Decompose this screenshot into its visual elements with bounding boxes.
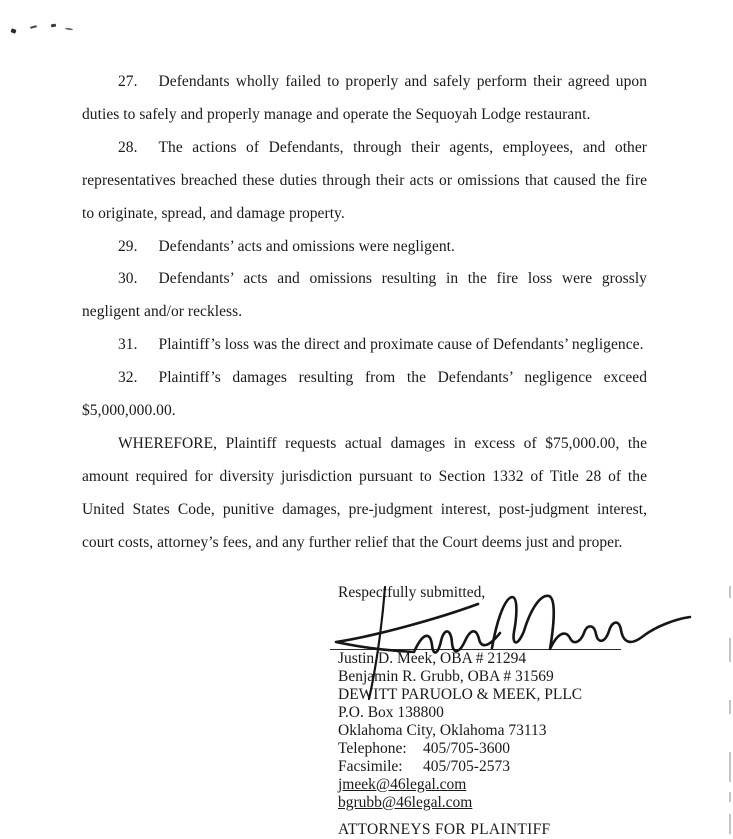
paragraph-28 xyxy=(82,132,647,231)
telephone-number: 405/705-3600 xyxy=(423,740,510,757)
scan-speck xyxy=(51,24,56,28)
scan-edge-artifact xyxy=(729,638,731,662)
paragraph-31 xyxy=(82,329,647,362)
scan-edge-artifact xyxy=(729,586,731,598)
facsimile-number: 405/705-2573 xyxy=(423,758,510,775)
city-state-zip-line: Oklahoma City, Oklahoma 73113 xyxy=(338,722,547,739)
paragraph-text: The actions of Defendants, through their agents, employees, and other representatives breached these duties through their acts or omissions that caused the fire to originate, spread, and damage property. xyxy=(82,138,647,222)
email-address-2: bgrubb@46legal.com xyxy=(338,794,473,811)
scan-edge-artifact xyxy=(729,792,731,802)
paragraph-text: Defendants wholly failed to properly and safely perform their agreed upon duties to safely and properly manage and operate the Sequoyah Lodge restaurant. xyxy=(82,73,647,123)
signature-space xyxy=(338,602,678,650)
signature-line xyxy=(330,649,621,650)
telephone-line xyxy=(338,740,678,758)
wherefore-clause: WHEREFORE, Plaintiff requests actual damages in excess of $75,000.00, the amount required for diversity jurisdiction pursuant to Section 1332 of Title 28 of the United States Code, punitive damages, pre-judgment interest, post-judgment interest, court costs, attorney’s fees, and any further relief that the Court deems just and proper. xyxy=(82,434,647,551)
attorney-name-1: Justin D. Meek, OBA # 21294 xyxy=(338,650,527,667)
paragraph-number: 29. xyxy=(118,237,138,255)
scan-edge-artifact xyxy=(729,752,731,782)
paragraph-text: Plaintiff’s damages resulting from the Defendants’ negligence exceed $5,000,000.00. xyxy=(82,369,647,420)
document-body xyxy=(82,66,647,560)
signature-block xyxy=(338,584,678,839)
email-address-1: jmeek@46legal.com xyxy=(338,776,467,793)
paragraph-number: 30. xyxy=(118,270,138,288)
scan-speck xyxy=(65,27,73,30)
closing-line: Respectfully submitted, xyxy=(338,584,486,601)
firm-name: DEWITT PARUOLO & MEEK, PLLC xyxy=(338,686,583,703)
attorney-name-2: Benjamin R. Grubb, OBA # 31569 xyxy=(338,668,554,685)
paragraph-text: Defendants’ acts and omissions were negligent. xyxy=(158,237,455,255)
paragraph-number: 27. xyxy=(118,73,138,90)
paragraph-29 xyxy=(82,231,647,264)
paragraph-30 xyxy=(82,263,647,329)
attorneys-for-plaintiff-line: ATTORNEYS FOR PLAINTIFF xyxy=(338,821,551,838)
facsimile-line xyxy=(338,758,678,776)
telephone-label: Telephone: xyxy=(338,740,407,757)
scan-speck xyxy=(30,25,37,29)
po-box-line: P.O. Box 138800 xyxy=(338,704,444,721)
paragraph-number: 32. xyxy=(118,369,138,387)
paragraph-number: 28. xyxy=(118,138,138,156)
paragraph-text: Defendants’ acts and omissions resulting in the fire loss were grossly negligent and/or reckless. xyxy=(82,270,647,321)
facsimile-label: Facsimile: xyxy=(338,758,403,775)
scan-speck xyxy=(10,28,16,33)
paragraph-number: 31. xyxy=(118,336,138,354)
paragraph-27 xyxy=(82,66,647,132)
paragraph-32 xyxy=(82,362,647,428)
paragraph-text: Plaintiff’s loss was the direct and proximate cause of Defendants’ negligence. xyxy=(158,336,644,354)
scan-edge-artifact xyxy=(729,700,731,714)
scan-edge-artifact xyxy=(729,814,731,834)
